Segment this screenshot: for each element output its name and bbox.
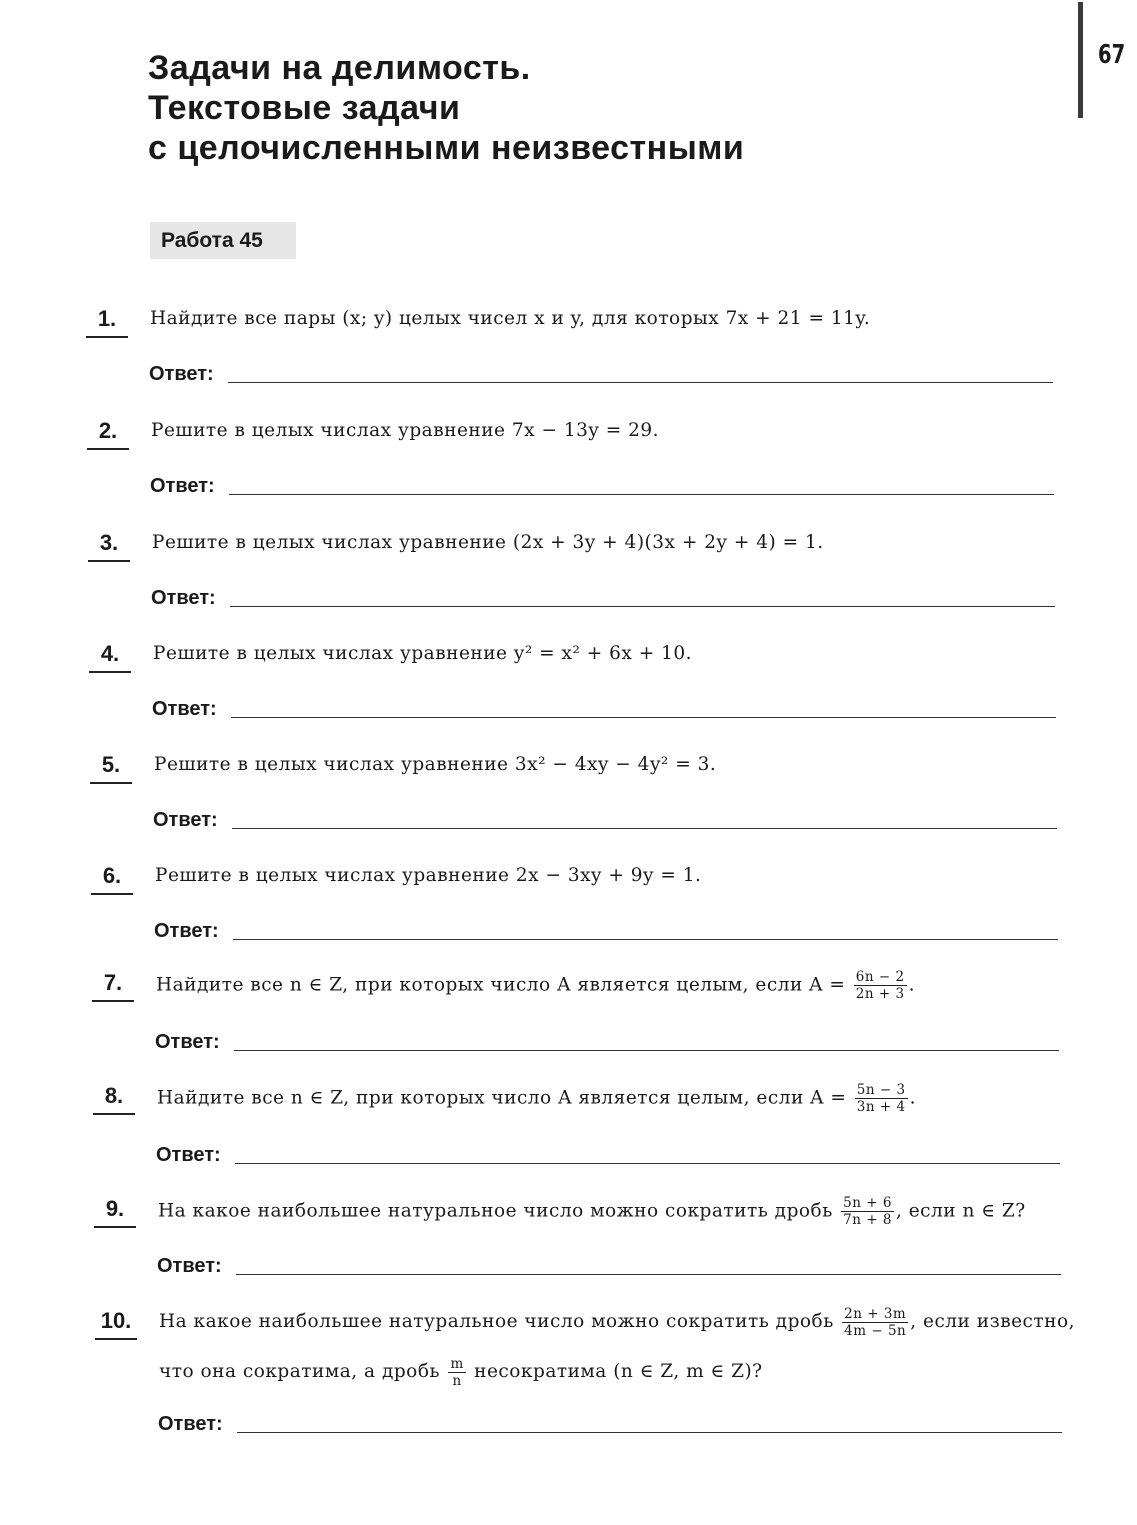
task-text: Решите в целых числах уравнение y² = x² + 6x + 10. [153,643,693,664]
answer-label: Ответ: [158,1413,223,1435]
answer-label: Ответ: [150,475,215,497]
margin-bar [1078,2,1083,118]
task-text-after: несократима (n ∈ Z, m ∈ Z)? [467,1361,763,1382]
task-number: 8. [93,1082,135,1115]
answer-label: Ответ: [153,809,218,831]
fraction [854,969,907,1002]
task-text: Решите в целых числах уравнение 3x² − 4xy − 4y² = 3. [154,754,717,775]
title-line-2: Текстовые задачи [148,89,461,127]
task-number: 1. [86,305,128,338]
task-text-mid: , если известно, что она сократима, а дробь [159,1311,1075,1382]
answer-row [154,920,1058,942]
fraction-numerator: 5n + 6 [843,1195,892,1211]
task-number: 5. [90,751,132,784]
title-line-1: Задачи на делимость. [148,49,531,87]
answer-line[interactable] [232,827,1057,829]
task-text-after: . [909,1087,916,1109]
answer-row [158,1413,1062,1435]
task-text [159,1297,1079,1397]
task-text-after: , если n ∈ Z? [895,1200,1026,1222]
answer-line[interactable] [228,381,1053,383]
task-text [157,1082,916,1115]
task-text: Решите в целых числах уравнение 2x − 3xy + 9y = 1. [155,865,702,886]
page-number: 67 [1098,40,1126,70]
answer-label: Ответ: [151,587,216,609]
task-text-before: Найдите все n ∈ Z, при которых число A является целым, если A = [157,1087,847,1109]
task-text [158,1195,1026,1228]
answer-row [155,1031,1059,1053]
fraction-numerator: 6n − 2 [855,969,905,985]
task-text: Решите в целых числах уравнение (2x + 3y + 4)(3x + 2y + 4) = 1. [152,532,824,553]
fraction-denominator: 2n + 3 [855,986,905,1002]
answer-row [157,1255,1061,1277]
answer-line[interactable] [231,716,1056,718]
fraction [842,1306,908,1339]
answer-row [151,587,1055,609]
task-text-after: . [908,974,915,996]
fraction-numerator: 2n + 3m [844,1305,907,1322]
task-text [156,969,915,1002]
answer-row [152,698,1056,720]
answer-label: Ответ: [149,363,214,385]
answer-label: Ответ: [152,698,217,720]
task-number: 7. [92,969,134,1002]
fraction-denominator: n [452,1372,462,1389]
answer-line[interactable] [233,938,1058,940]
fraction [841,1195,894,1228]
fraction [448,1356,465,1389]
answer-label: Ответ: [156,1144,221,1166]
answer-line[interactable] [234,1049,1059,1051]
task-text: Решите в целых числах уравнение 7x − 13y = 29. [151,420,660,441]
answer-line[interactable] [236,1273,1061,1275]
title-line-3: с целочисленными неизвестными [148,129,745,167]
answer-line[interactable] [235,1162,1060,1164]
task-text-before: На какое наибольшее натуральное число можно сократить дробь [159,1311,834,1332]
fraction-numerator: 5n − 3 [856,1082,906,1098]
task-text-before: Найдите все n ∈ Z, при которых число A является целым, если A = [156,974,846,996]
fraction-denominator: 7n + 8 [843,1212,892,1228]
answer-row [150,475,1054,497]
answer-row [149,363,1053,385]
answer-label: Ответ: [155,1031,220,1053]
answer-line[interactable] [237,1431,1062,1433]
fraction-denominator: 3n + 4 [856,1099,906,1115]
fraction-numerator: m [450,1355,464,1372]
task-number: 9. [94,1195,136,1228]
answer-label: Ответ: [154,920,219,942]
task-number: 2. [87,417,129,450]
fraction-denominator: 4m − 5n [844,1322,907,1339]
section-title [148,48,744,168]
work-label: Работа 45 [150,222,296,259]
task-number: 3. [88,529,130,562]
answer-line[interactable] [229,493,1054,495]
answer-row [156,1144,1060,1166]
task-number: 10. [95,1307,137,1340]
task-number: 4. [89,640,131,673]
task-text: Найдите все пары (x; y) целых чисел x и y, для которых 7x + 21 = 11y. [150,308,871,329]
fraction [855,1082,908,1115]
answer-line[interactable] [230,605,1055,607]
answer-label: Ответ: [157,1255,222,1277]
task-text-before: На какое наибольшее натуральное число можно сократить дробь [158,1200,833,1222]
answer-row [153,809,1057,831]
task-number: 6. [91,862,133,895]
